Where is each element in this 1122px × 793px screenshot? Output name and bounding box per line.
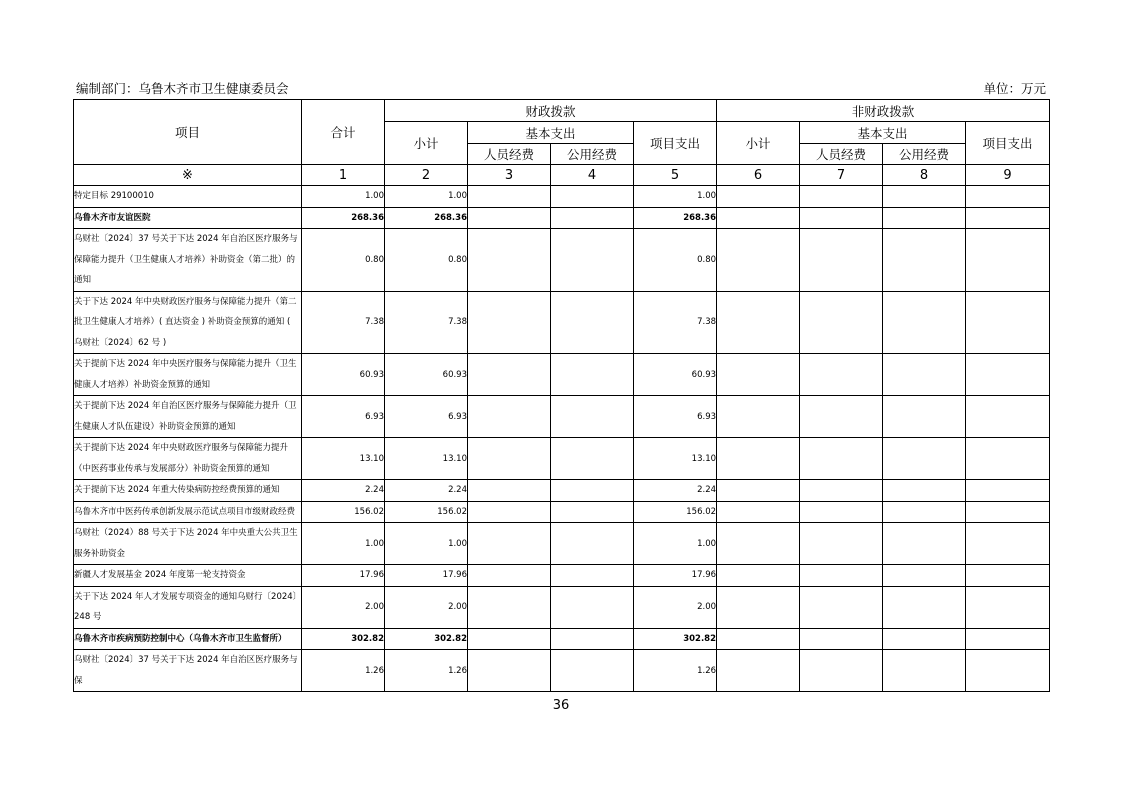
row-nonfiscal-project [966, 229, 1050, 292]
row-nonfiscal-public [883, 207, 966, 229]
row-fiscal-subtotal: 1.00 [385, 523, 468, 565]
row-item-name: 乌财社〔2024〕37 号关于下达 2024 年自治区医疗服务与保障能力提升（卫生健康人才培养）补助资金（第二批）的通知 [74, 229, 302, 292]
col-number: 1 [302, 165, 385, 186]
row-nonfiscal-personnel [800, 396, 883, 438]
row-total: 13.10 [302, 438, 385, 480]
row-item-name: 关于提前下达 2024 年中央医疗服务与保障能力提升（卫生健康人才培养）补助资金预算的通知 [74, 354, 302, 396]
row-fiscal-public [551, 186, 634, 208]
row-fiscal-public [551, 396, 634, 438]
col-header-nonfiscal: 非财政拨款 [717, 100, 1050, 122]
row-fiscal-personnel [468, 501, 551, 523]
col-number: 7 [800, 165, 883, 186]
col-number: 8 [883, 165, 966, 186]
row-item-name: 乌财社〔2024〕37 号关于下达 2024 年自治区医疗服务与保 [74, 650, 302, 692]
col-header-nonfiscal-public: 公用经费 [883, 144, 966, 165]
row-nonfiscal-public [883, 628, 966, 650]
row-fiscal-personnel [468, 480, 551, 502]
row-nonfiscal-project [966, 480, 1050, 502]
row-total: 302.82 [302, 628, 385, 650]
row-fiscal-project: 1.00 [634, 186, 717, 208]
row-nonfiscal-project [966, 628, 1050, 650]
row-fiscal-project: 2.24 [634, 480, 717, 502]
row-fiscal-subtotal: 7.38 [385, 291, 468, 354]
col-header-item: 项目 [74, 100, 302, 165]
row-fiscal-public [551, 523, 634, 565]
row-nonfiscal-public [883, 186, 966, 208]
col-header-nonfiscal-subtotal: 小计 [717, 122, 800, 165]
row-fiscal-subtotal: 268.36 [385, 207, 468, 229]
row-nonfiscal-project [966, 501, 1050, 523]
row-item-name: 乌鲁木齐市疾病预防控制中心（乌鲁木齐市卫生监督所） [74, 628, 302, 650]
col-header-fiscal-basic: 基本支出 [468, 122, 634, 144]
row-nonfiscal-public [883, 523, 966, 565]
row-nonfiscal-personnel [800, 501, 883, 523]
table-row [74, 628, 1050, 650]
row-nonfiscal-project [966, 523, 1050, 565]
row-item-name: 乌财社（2024）88 号关于下达 2024 年中央重大公共卫生服务补助资金 [74, 523, 302, 565]
row-item-name: 特定目标 29100010 [74, 186, 302, 208]
table-row [74, 501, 1050, 523]
col-header-fiscal-public: 公用经费 [551, 144, 634, 165]
row-nonfiscal-personnel [800, 438, 883, 480]
row-fiscal-personnel [468, 354, 551, 396]
row-fiscal-personnel [468, 186, 551, 208]
row-nonfiscal-subtotal [717, 354, 800, 396]
table-row [74, 354, 1050, 396]
row-fiscal-project: 2.00 [634, 586, 717, 628]
table-row [74, 396, 1050, 438]
page-number: 36 [552, 698, 570, 713]
table-row [74, 291, 1050, 354]
row-nonfiscal-personnel [800, 207, 883, 229]
unit-label: 单位：万元 [983, 81, 1046, 96]
table-row [74, 650, 1050, 692]
row-nonfiscal-personnel [800, 354, 883, 396]
row-item-name: 关于下达 2024 年人才发展专项资金的通知乌财行〔2024〕248 号 [74, 586, 302, 628]
row-nonfiscal-public [883, 354, 966, 396]
row-nonfiscal-public [883, 565, 966, 587]
row-nonfiscal-personnel [800, 586, 883, 628]
row-fiscal-project: 60.93 [634, 354, 717, 396]
row-fiscal-project: 13.10 [634, 438, 717, 480]
row-nonfiscal-subtotal [717, 229, 800, 292]
row-fiscal-subtotal: 6.93 [385, 396, 468, 438]
row-fiscal-personnel [468, 438, 551, 480]
table-row [74, 586, 1050, 628]
row-total: 1.00 [302, 186, 385, 208]
row-nonfiscal-personnel [800, 628, 883, 650]
row-total: 268.36 [302, 207, 385, 229]
row-item-name: 关于提前下达 2024 年中央财政医疗服务与保障能力提升（中医药事业传承与发展部分）补助资金预算的通知 [74, 438, 302, 480]
col-header-fiscal-personnel: 人员经费 [468, 144, 551, 165]
row-fiscal-subtotal: 2.24 [385, 480, 468, 502]
row-fiscal-subtotal: 0.80 [385, 229, 468, 292]
col-number: ※ [74, 165, 302, 186]
col-header-nonfiscal-project: 项目支出 [966, 122, 1050, 165]
col-header-total: 合计 [302, 100, 385, 165]
row-fiscal-project: 302.82 [634, 628, 717, 650]
row-nonfiscal-project [966, 207, 1050, 229]
department-label: 编制部门：乌鲁木齐市卫生健康委员会 [76, 81, 289, 96]
row-item-name: 乌鲁木齐市中医药传承创新发展示范试点项目市级财政经费 [74, 501, 302, 523]
row-nonfiscal-project [966, 586, 1050, 628]
row-fiscal-subtotal: 1.00 [385, 186, 468, 208]
row-nonfiscal-public [883, 291, 966, 354]
row-fiscal-public [551, 650, 634, 692]
row-fiscal-public [551, 291, 634, 354]
row-item-name: 关于下达 2024 年中央财政医疗服务与保障能力提升（第二批卫生健康人才培养）( 直达资金 ) 补助资金预算的通知 ( 乌财社〔2024〕62 号 ) [74, 291, 302, 354]
row-fiscal-subtotal: 17.96 [385, 565, 468, 587]
row-nonfiscal-subtotal [717, 501, 800, 523]
row-fiscal-public [551, 229, 634, 292]
row-nonfiscal-project [966, 354, 1050, 396]
col-number: 5 [634, 165, 717, 186]
row-total: 156.02 [302, 501, 385, 523]
row-fiscal-personnel [468, 650, 551, 692]
row-nonfiscal-personnel [800, 229, 883, 292]
table-row [74, 438, 1050, 480]
row-nonfiscal-project [966, 565, 1050, 587]
row-fiscal-public [551, 354, 634, 396]
row-fiscal-public [551, 207, 634, 229]
row-nonfiscal-personnel [800, 650, 883, 692]
col-number: 3 [468, 165, 551, 186]
table-row [74, 207, 1050, 229]
row-total: 1.26 [302, 650, 385, 692]
col-number: 6 [717, 165, 800, 186]
row-nonfiscal-project [966, 438, 1050, 480]
row-fiscal-subtotal: 2.00 [385, 586, 468, 628]
row-nonfiscal-public [883, 480, 966, 502]
row-total: 17.96 [302, 565, 385, 587]
row-fiscal-personnel [468, 565, 551, 587]
row-fiscal-personnel [468, 628, 551, 650]
row-nonfiscal-subtotal [717, 650, 800, 692]
row-total: 7.38 [302, 291, 385, 354]
row-item-name: 新疆人才发展基金 2024 年度第一轮支持资金 [74, 565, 302, 587]
row-nonfiscal-subtotal [717, 523, 800, 565]
row-total: 1.00 [302, 523, 385, 565]
row-nonfiscal-public [883, 586, 966, 628]
col-header-nonfiscal-basic: 基本支出 [800, 122, 966, 144]
row-fiscal-personnel [468, 586, 551, 628]
col-header-fiscal-project: 项目支出 [634, 122, 717, 165]
row-fiscal-public [551, 438, 634, 480]
row-nonfiscal-project [966, 291, 1050, 354]
row-fiscal-project: 268.36 [634, 207, 717, 229]
row-nonfiscal-public [883, 229, 966, 292]
table-row [74, 523, 1050, 565]
row-fiscal-project: 17.96 [634, 565, 717, 587]
row-total: 0.80 [302, 229, 385, 292]
row-nonfiscal-subtotal [717, 565, 800, 587]
row-total: 6.93 [302, 396, 385, 438]
table-body [74, 186, 1050, 692]
row-fiscal-project: 0.80 [634, 229, 717, 292]
row-fiscal-personnel [468, 396, 551, 438]
row-item-name: 关于提前下达 2024 年自治区医疗服务与保障能力提升（卫生健康人才队伍建设）补助资金预算的通知 [74, 396, 302, 438]
row-nonfiscal-project [966, 396, 1050, 438]
row-item-name: 乌鲁木齐市友谊医院 [74, 207, 302, 229]
row-nonfiscal-subtotal [717, 628, 800, 650]
row-nonfiscal-public [883, 501, 966, 523]
col-header-fiscal: 财政拨款 [385, 100, 717, 122]
row-nonfiscal-project [966, 650, 1050, 692]
row-fiscal-project: 7.38 [634, 291, 717, 354]
row-fiscal-subtotal: 1.26 [385, 650, 468, 692]
row-nonfiscal-subtotal [717, 480, 800, 502]
col-number: 4 [551, 165, 634, 186]
row-nonfiscal-public [883, 438, 966, 480]
row-nonfiscal-subtotal [717, 186, 800, 208]
row-total: 60.93 [302, 354, 385, 396]
table-row [74, 229, 1050, 292]
col-number: 2 [385, 165, 468, 186]
row-fiscal-personnel [468, 291, 551, 354]
row-nonfiscal-personnel [800, 523, 883, 565]
row-fiscal-public [551, 628, 634, 650]
row-nonfiscal-subtotal [717, 438, 800, 480]
row-nonfiscal-public [883, 396, 966, 438]
row-nonfiscal-personnel [800, 480, 883, 502]
row-fiscal-project: 1.26 [634, 650, 717, 692]
row-total: 2.00 [302, 586, 385, 628]
row-fiscal-personnel [468, 229, 551, 292]
row-fiscal-public [551, 501, 634, 523]
row-fiscal-subtotal: 156.02 [385, 501, 468, 523]
row-fiscal-subtotal: 13.10 [385, 438, 468, 480]
row-nonfiscal-subtotal [717, 396, 800, 438]
row-fiscal-public [551, 565, 634, 587]
row-fiscal-personnel [468, 523, 551, 565]
row-nonfiscal-personnel [800, 186, 883, 208]
row-item-name: 关于提前下达 2024 年重大传染病防控经费预算的通知 [74, 480, 302, 502]
row-nonfiscal-personnel [800, 565, 883, 587]
row-nonfiscal-subtotal [717, 586, 800, 628]
row-fiscal-subtotal: 60.93 [385, 354, 468, 396]
row-fiscal-personnel [468, 207, 551, 229]
col-header-fiscal-subtotal: 小计 [385, 122, 468, 165]
row-nonfiscal-public [883, 650, 966, 692]
budget-table [73, 99, 1050, 692]
table-row [74, 480, 1050, 502]
row-nonfiscal-personnel [800, 291, 883, 354]
table-row [74, 186, 1050, 208]
table-row [74, 565, 1050, 587]
row-fiscal-subtotal: 302.82 [385, 628, 468, 650]
col-number: 9 [966, 165, 1050, 186]
row-fiscal-public [551, 480, 634, 502]
row-total: 2.24 [302, 480, 385, 502]
row-fiscal-project: 156.02 [634, 501, 717, 523]
row-nonfiscal-subtotal [717, 291, 800, 354]
col-header-nonfiscal-personnel: 人员经费 [800, 144, 883, 165]
row-nonfiscal-subtotal [717, 207, 800, 229]
row-fiscal-public [551, 586, 634, 628]
row-nonfiscal-project [966, 186, 1050, 208]
row-fiscal-project: 1.00 [634, 523, 717, 565]
row-fiscal-project: 6.93 [634, 396, 717, 438]
